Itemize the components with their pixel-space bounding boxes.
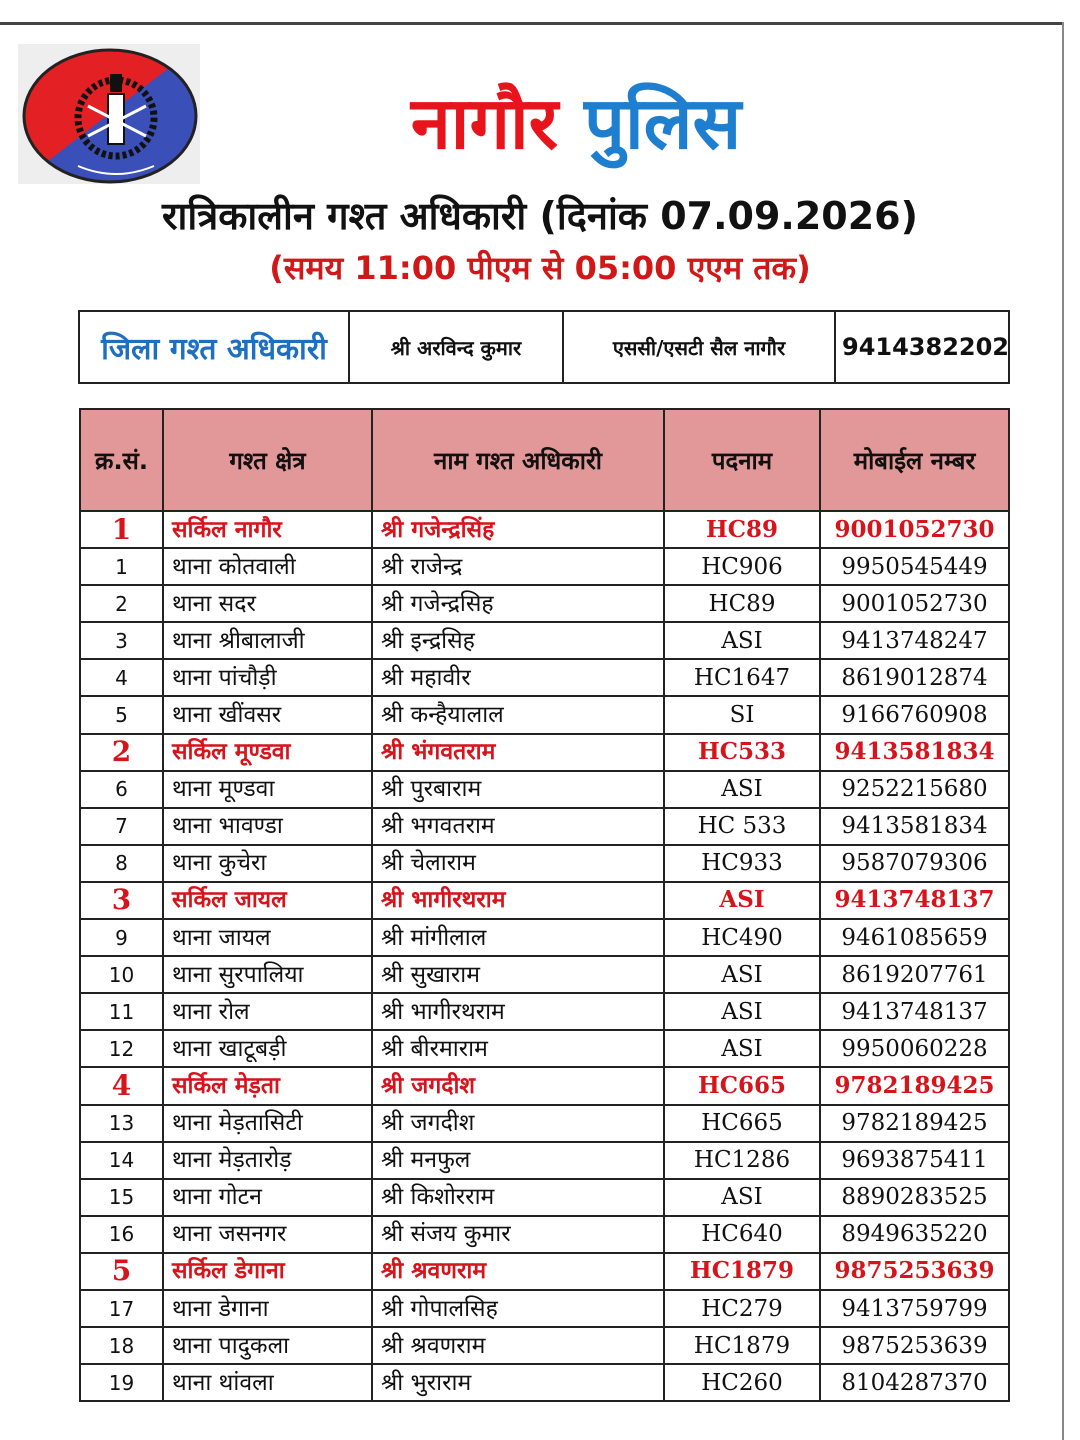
cell-officer-name: श्री गजेन्द्रसिह xyxy=(372,585,664,622)
cell-officer-name: श्री किशोरराम xyxy=(372,1179,664,1216)
cell-designation: ASI xyxy=(664,1030,820,1067)
cell-serial-no: 5 xyxy=(80,1253,163,1290)
cell-officer-name: श्री कन्हैयालाल xyxy=(372,696,664,733)
circle-row xyxy=(80,734,1009,771)
circle-row xyxy=(80,882,1009,919)
cell-officer-name: श्री श्रवणराम xyxy=(372,1327,664,1364)
table-row xyxy=(80,585,1009,622)
roster-header-row xyxy=(80,409,1009,511)
header-serial-no: क्र.सं. xyxy=(80,409,163,511)
cell-designation: HC490 xyxy=(664,919,820,956)
cell-designation: ASI xyxy=(664,771,820,808)
table-row xyxy=(80,1327,1009,1364)
cell-patrol-area: थाना मेड़तारोड़ xyxy=(163,1142,372,1179)
cell-serial-no: 2 xyxy=(80,734,163,771)
cell-serial-no: 17 xyxy=(80,1290,163,1327)
cell-designation: ASI xyxy=(664,622,820,659)
cell-patrol-area: थाना जसनगर xyxy=(163,1216,372,1253)
cell-designation: ASI xyxy=(664,993,820,1030)
cell-serial-no: 12 xyxy=(80,1030,163,1067)
cell-patrol-area: थाना पांचौड़ी xyxy=(163,659,372,696)
cell-designation: HC279 xyxy=(664,1290,820,1327)
table-row xyxy=(80,1216,1009,1253)
cell-mobile-number: 9001052730 xyxy=(820,511,1009,548)
table-row xyxy=(80,1030,1009,1067)
cell-officer-name: श्री भागीरथराम xyxy=(372,993,664,1030)
cell-officer-name: श्री सुखाराम xyxy=(372,956,664,993)
page-subtitle: रात्रिकालीन गश्त अधिकारी (दिनांक 07.09.2026) xyxy=(162,194,918,238)
cell-serial-no: 10 xyxy=(80,956,163,993)
district-label: जिला गश्त अधिकारी xyxy=(79,311,349,383)
cell-officer-name: श्री गजेन्द्रसिंह xyxy=(372,511,664,548)
cell-officer-name: श्री गोपालसिह xyxy=(372,1290,664,1327)
patrol-roster-table xyxy=(79,408,1010,1402)
cell-designation: HC933 xyxy=(664,845,820,882)
district-officer-table xyxy=(78,310,1010,384)
cell-designation: HC260 xyxy=(664,1364,820,1401)
cell-patrol-area: सर्किल नागौर xyxy=(163,511,372,548)
circle-row xyxy=(80,1067,1009,1104)
cell-officer-name: श्री राजेन्द्र xyxy=(372,548,664,585)
cell-officer-name: श्री महावीर xyxy=(372,659,664,696)
cell-mobile-number: 9413581834 xyxy=(820,808,1009,845)
cell-patrol-area: थाना थांवला xyxy=(163,1364,372,1401)
cell-mobile-number: 9413581834 xyxy=(820,734,1009,771)
cell-officer-name: श्री जगदीश xyxy=(372,1067,664,1104)
cell-patrol-area: सर्किल जायल xyxy=(163,882,372,919)
cell-patrol-area: थाना श्रीबालाजी xyxy=(163,622,372,659)
cell-serial-no: 15 xyxy=(80,1179,163,1216)
cell-designation: HC1647 xyxy=(664,659,820,696)
cell-serial-no: 4 xyxy=(80,1067,163,1104)
cell-serial-no: 19 xyxy=(80,1364,163,1401)
cell-mobile-number: 8104287370 xyxy=(820,1364,1009,1401)
cell-officer-name: श्री भुराराम xyxy=(372,1364,664,1401)
table-row xyxy=(80,1179,1009,1216)
cell-designation: SI xyxy=(664,696,820,733)
cell-designation: ASI xyxy=(664,1179,820,1216)
cell-mobile-number: 9875253639 xyxy=(820,1327,1009,1364)
table-row xyxy=(80,956,1009,993)
table-row xyxy=(80,808,1009,845)
cell-serial-no: 5 xyxy=(80,696,163,733)
cell-mobile-number: 9461085659 xyxy=(820,919,1009,956)
cell-patrol-area: थाना रोल xyxy=(163,993,372,1030)
table-row xyxy=(80,1290,1009,1327)
cell-serial-no: 16 xyxy=(80,1216,163,1253)
cell-mobile-number: 8619207761 xyxy=(820,956,1009,993)
table-row xyxy=(80,771,1009,808)
cell-mobile-number: 9413759799 xyxy=(820,1290,1009,1327)
cell-serial-no: 3 xyxy=(80,622,163,659)
cell-patrol-area: थाना खाटूबड़ी xyxy=(163,1030,372,1067)
cell-officer-name: श्री भंगवतराम xyxy=(372,734,664,771)
table-row xyxy=(80,548,1009,585)
circle-row xyxy=(80,511,1009,548)
cell-officer-name: श्री मांगीलाल xyxy=(372,919,664,956)
cell-serial-no: 11 xyxy=(80,993,163,1030)
header-mobile: मोबाईल नम्बर xyxy=(820,409,1009,511)
cell-officer-name: श्री मनफुल xyxy=(372,1142,664,1179)
table-row xyxy=(80,1142,1009,1179)
cell-patrol-area: थाना मेड़तासिटी xyxy=(163,1105,372,1142)
cell-serial-no: 18 xyxy=(80,1327,163,1364)
cell-patrol-area: सर्किल मेड़ता xyxy=(163,1067,372,1104)
cell-designation: HC906 xyxy=(664,548,820,585)
cell-serial-no: 8 xyxy=(80,845,163,882)
cell-officer-name: श्री बीरमाराम xyxy=(372,1030,664,1067)
district-officer-mobile: 9414382202 xyxy=(835,311,1009,383)
cell-designation: HC 533 xyxy=(664,808,820,845)
cell-serial-no: 1 xyxy=(80,548,163,585)
cell-officer-name: श्री इन्द्रसिह xyxy=(372,622,664,659)
cell-serial-no: 6 xyxy=(80,771,163,808)
cell-mobile-number: 9587079306 xyxy=(820,845,1009,882)
cell-designation: HC1879 xyxy=(664,1327,820,1364)
cell-patrol-area: सर्किल मूण्डवा xyxy=(163,734,372,771)
table-row xyxy=(80,1105,1009,1142)
header-patrol-area: गश्त क्षेत्र xyxy=(163,409,372,511)
cell-officer-name: श्री संजय कुमार xyxy=(372,1216,664,1253)
cell-mobile-number: 9950060228 xyxy=(820,1030,1009,1067)
cell-serial-no: 3 xyxy=(80,882,163,919)
cell-designation: HC640 xyxy=(664,1216,820,1253)
header-designation: पदनाम xyxy=(664,409,820,511)
top-rule xyxy=(0,22,1062,25)
cell-patrol-area: थाना सदर xyxy=(163,585,372,622)
cell-patrol-area: थाना जायल xyxy=(163,919,372,956)
cell-serial-no: 13 xyxy=(80,1105,163,1142)
cell-officer-name: श्री पुरबाराम xyxy=(372,771,664,808)
cell-officer-name: श्री श्रवणराम xyxy=(372,1253,664,1290)
cell-patrol-area: थाना डेगाना xyxy=(163,1290,372,1327)
cell-mobile-number: 8619012874 xyxy=(820,659,1009,696)
cell-patrol-area: थाना पादुकला xyxy=(163,1327,372,1364)
cell-mobile-number: 9782189425 xyxy=(820,1067,1009,1104)
cell-designation: ASI xyxy=(664,956,820,993)
cell-designation: HC89 xyxy=(664,585,820,622)
district-officer-post: एससी/एसटी सैल नागौर xyxy=(563,311,835,383)
cell-designation: HC1879 xyxy=(664,1253,820,1290)
table-row xyxy=(80,993,1009,1030)
cell-patrol-area: सर्किल डेगाना xyxy=(163,1253,372,1290)
table-row xyxy=(80,696,1009,733)
cell-designation: HC89 xyxy=(664,511,820,548)
cell-officer-name: श्री चेलाराम xyxy=(372,845,664,882)
cell-serial-no: 9 xyxy=(80,919,163,956)
cell-patrol-area: थाना कुचेरा xyxy=(163,845,372,882)
table-row xyxy=(80,659,1009,696)
cell-patrol-area: थाना गोटन xyxy=(163,1179,372,1216)
table-row xyxy=(80,845,1009,882)
cell-officer-name: श्री भगवतराम xyxy=(372,808,664,845)
cell-serial-no: 1 xyxy=(80,511,163,548)
cell-designation: ASI xyxy=(664,882,820,919)
title-police: पुलिस xyxy=(584,81,742,165)
cell-serial-no: 7 xyxy=(80,808,163,845)
title-nagaur: नागौर xyxy=(410,81,559,165)
cell-mobile-number: 9413748247 xyxy=(820,622,1009,659)
cell-serial-no: 14 xyxy=(80,1142,163,1179)
cell-mobile-number: 9693875411 xyxy=(820,1142,1009,1179)
cell-mobile-number: 9950545449 xyxy=(820,548,1009,585)
cell-officer-name: श्री भागीरथराम xyxy=(372,882,664,919)
cell-mobile-number: 9875253639 xyxy=(820,1253,1009,1290)
cell-patrol-area: थाना भावण्डा xyxy=(163,808,372,845)
cell-designation: HC665 xyxy=(664,1067,820,1104)
cell-designation: HC665 xyxy=(664,1105,820,1142)
cell-mobile-number: 8890283525 xyxy=(820,1179,1009,1216)
cell-designation: HC1286 xyxy=(664,1142,820,1179)
table-row xyxy=(80,622,1009,659)
cell-mobile-number: 9413748137 xyxy=(820,882,1009,919)
cell-mobile-number: 9413748137 xyxy=(820,993,1009,1030)
table-row xyxy=(80,1364,1009,1401)
cell-patrol-area: थाना खींवसर xyxy=(163,696,372,733)
patrol-timing: (समय 11:00 पीएम से 05:00 एएम तक) xyxy=(269,249,811,287)
cell-designation: HC533 xyxy=(664,734,820,771)
cell-mobile-number: 8949635220 xyxy=(820,1216,1009,1253)
cell-patrol-area: थाना कोतवाली xyxy=(163,548,372,585)
header-officer-name: नाम गश्त अधिकारी xyxy=(372,409,664,511)
circle-row xyxy=(80,1253,1009,1290)
cell-mobile-number: 9166760908 xyxy=(820,696,1009,733)
cell-mobile-number: 9252215680 xyxy=(820,771,1009,808)
page-title xyxy=(0,78,1062,168)
cell-mobile-number: 9001052730 xyxy=(820,585,1009,622)
table-row xyxy=(80,919,1009,956)
cell-patrol-area: थाना सुरपालिया xyxy=(163,956,372,993)
cell-serial-no: 2 xyxy=(80,585,163,622)
cell-serial-no: 4 xyxy=(80,659,163,696)
cell-patrol-area: थाना मूण्डवा xyxy=(163,771,372,808)
cell-officer-name: श्री जगदीश xyxy=(372,1105,664,1142)
district-officer-name: श्री अरविन्द कुमार xyxy=(349,311,563,383)
cell-mobile-number: 9782189425 xyxy=(820,1105,1009,1142)
